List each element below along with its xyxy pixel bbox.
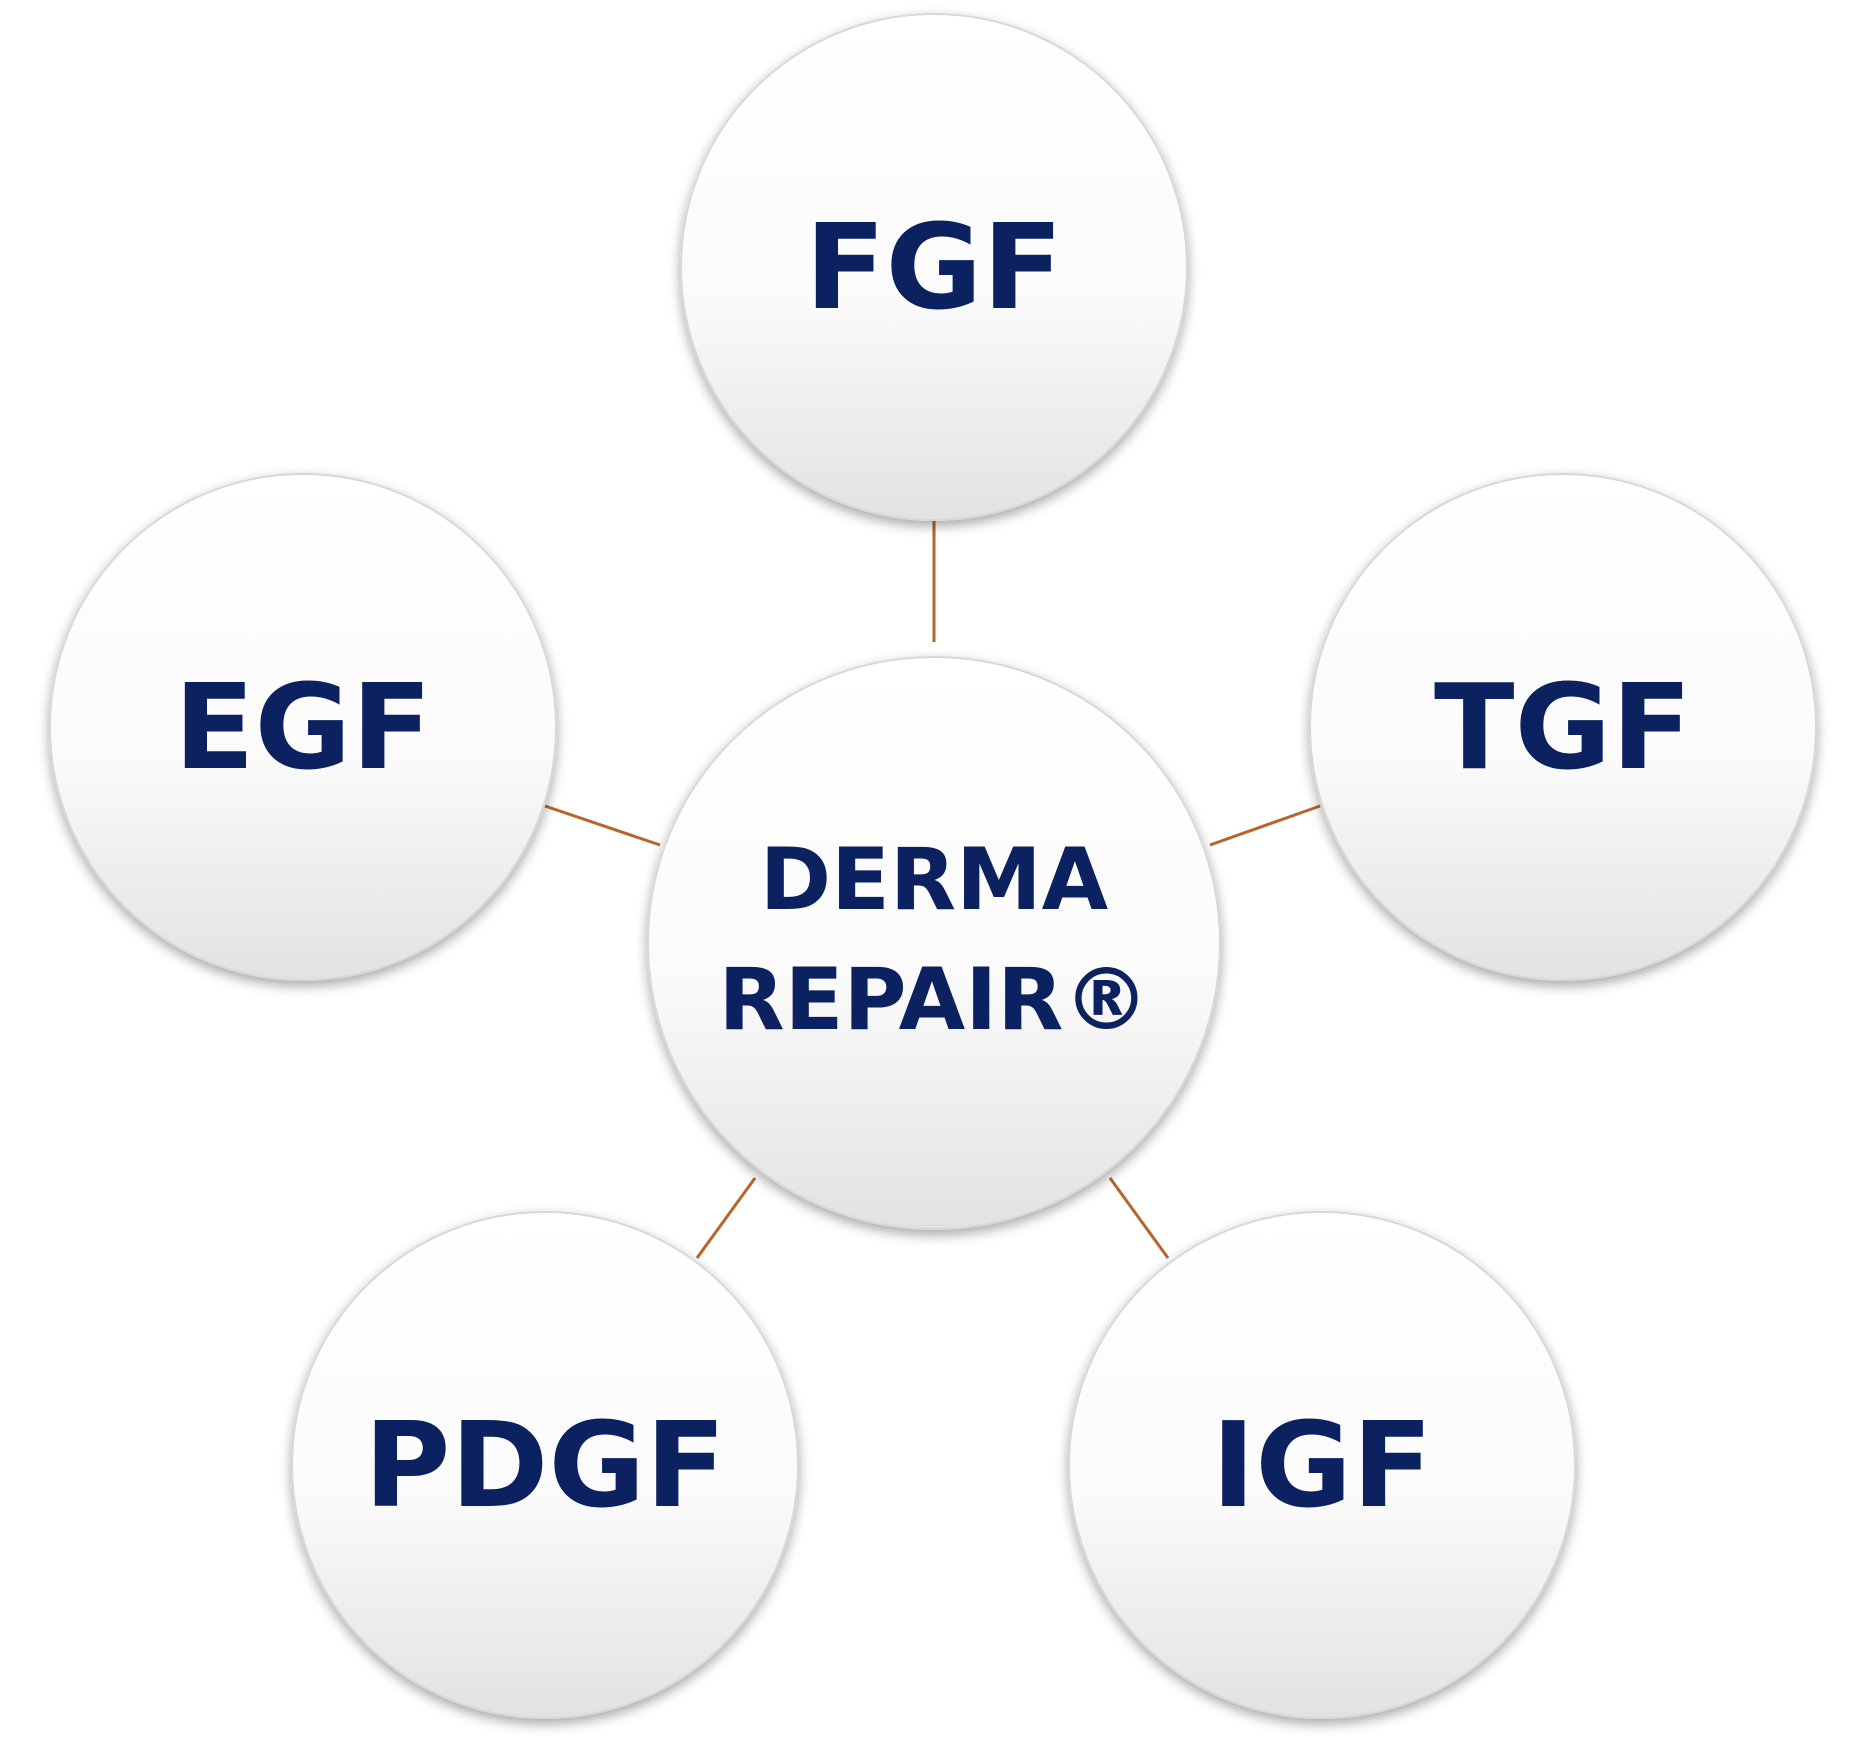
node-egf	[50, 474, 556, 980]
node-pdgf-label: PDGF	[364, 1396, 726, 1534]
node-egf-label: EGF	[173, 658, 433, 796]
node-tgf	[1310, 474, 1816, 980]
connector-igf	[1110, 1178, 1168, 1258]
node-fgf	[681, 14, 1187, 520]
connector-egf	[545, 806, 660, 845]
connector-tgf	[1210, 806, 1320, 845]
center-node	[648, 657, 1220, 1229]
center-node-line2: REPAIR®	[718, 950, 1150, 1050]
node-fgf-label: FGF	[804, 198, 1064, 336]
node-igf	[1069, 1212, 1575, 1718]
node-pdgf	[292, 1212, 798, 1718]
center-node-circle	[648, 657, 1220, 1229]
node-tgf-label: TGF	[1434, 658, 1692, 796]
connector-pdgf	[697, 1178, 755, 1258]
node-igf-label: IGF	[1211, 1396, 1433, 1534]
center-node-line1: DERMA	[759, 830, 1109, 930]
